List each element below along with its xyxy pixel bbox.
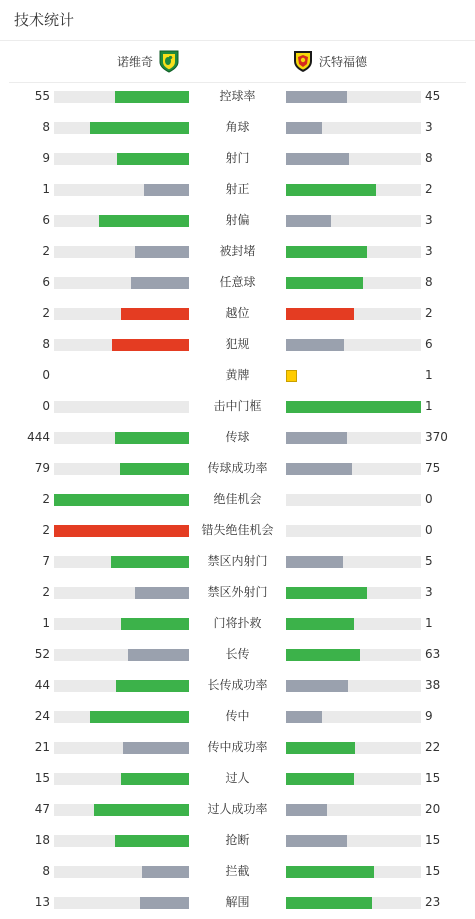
away-bar-track (286, 897, 421, 909)
home-bar-fill (116, 680, 189, 692)
home-value: 55 (34, 89, 50, 103)
home-bar-track (54, 463, 189, 475)
stat-row (0, 330, 475, 361)
stat-label: 射正 (225, 182, 250, 196)
stat-row (0, 888, 475, 919)
teams-header (9, 41, 466, 83)
home-value: 21 (34, 740, 50, 754)
home-bar-fill (99, 215, 189, 227)
stat-row (0, 857, 475, 888)
away-value: 6 (425, 337, 433, 351)
stat-row (0, 826, 475, 857)
away-value: 1 (425, 399, 433, 413)
home-bar-track (54, 866, 189, 878)
stat-row (0, 454, 475, 485)
away-bar-track (286, 122, 421, 134)
home-value: 6 (42, 213, 50, 227)
home-bar-track (54, 835, 189, 847)
stat-row (0, 392, 475, 423)
stat-row (0, 268, 475, 299)
stat-label: 黄牌 (225, 368, 250, 382)
away-bar-fill (286, 649, 360, 661)
stat-row (0, 516, 475, 547)
stat-row (0, 175, 475, 206)
away-value: 9 (425, 709, 433, 723)
away-team-name: 沃特福德 (319, 54, 368, 69)
away-bar-fill (286, 618, 354, 630)
home-bar-fill (115, 432, 189, 444)
stat-label: 传中 (225, 709, 250, 723)
home-bar-fill (128, 649, 189, 661)
stat-label: 错失绝佳机会 (201, 523, 274, 537)
away-bar-track (286, 742, 421, 754)
away-bar-fill (286, 153, 349, 165)
away-bar-track (286, 649, 421, 661)
away-value: 3 (425, 244, 433, 258)
home-bar-fill (115, 835, 189, 847)
home-value: 2 (42, 585, 50, 599)
away-bar-fill (286, 866, 374, 878)
away-yellow-card-icon (286, 370, 297, 382)
stat-label: 长传 (225, 647, 250, 661)
home-value: 13 (34, 895, 50, 909)
away-value: 20 (425, 802, 441, 816)
away-value: 5 (425, 554, 433, 568)
stat-label: 绝佳机会 (213, 492, 262, 506)
away-bar-fill (286, 91, 347, 103)
stat-label: 门将扑救 (213, 616, 262, 630)
home-bar-track (54, 246, 189, 258)
away-bar-track (286, 804, 421, 816)
away-bar-fill (286, 432, 347, 444)
home-bar-fill (144, 184, 189, 196)
stat-row (0, 299, 475, 330)
away-bar-fill (286, 215, 331, 227)
stat-label: 抢断 (225, 833, 250, 847)
home-bar-track (54, 401, 189, 413)
home-value: 2 (42, 244, 50, 258)
home-bar-fill (94, 804, 189, 816)
home-value: 6 (42, 275, 50, 289)
away-bar-track (286, 401, 421, 413)
stat-row (0, 640, 475, 671)
away-bar-fill (286, 277, 363, 289)
home-bar-fill (90, 711, 189, 723)
away-bar-fill (286, 184, 376, 196)
away-bar-fill (286, 339, 344, 351)
away-value: 8 (425, 151, 433, 165)
home-bar-track (54, 773, 189, 785)
home-value: 1 (42, 616, 50, 630)
away-bar-fill (286, 246, 367, 258)
home-bar-fill (120, 463, 189, 475)
away-bar-fill (286, 773, 354, 785)
away-bar-track (286, 308, 421, 320)
away-value: 0 (425, 492, 433, 506)
stats-list (0, 82, 475, 919)
away-value: 2 (425, 306, 433, 320)
away-bar-fill (286, 587, 367, 599)
home-value: 15 (34, 771, 50, 785)
home-value: 9 (42, 151, 50, 165)
stat-label: 角球 (225, 120, 250, 134)
home-bar-track (54, 556, 189, 568)
away-bar-fill (286, 122, 322, 134)
away-bar-fill (286, 680, 348, 692)
home-value: 18 (34, 833, 50, 847)
away-value: 38 (425, 678, 441, 692)
home-bar-fill (121, 308, 189, 320)
home-bar-track (54, 91, 189, 103)
home-bar-fill (135, 587, 189, 599)
away-bar-fill (286, 897, 372, 909)
away-bar-fill (286, 401, 421, 413)
home-value: 2 (42, 523, 50, 537)
away-bar-track (286, 184, 421, 196)
home-bar-fill (54, 525, 189, 537)
home-value: 47 (34, 802, 50, 816)
stat-row (0, 237, 475, 268)
away-bar-track (286, 773, 421, 785)
away-bar-track (286, 432, 421, 444)
home-bar-fill (142, 866, 189, 878)
home-bar-fill (140, 897, 189, 909)
home-value: 0 (42, 399, 50, 413)
stat-row (0, 733, 475, 764)
home-bar-track (54, 184, 189, 196)
away-value: 1 (425, 616, 433, 630)
home-bar-track (54, 649, 189, 661)
home-value: 44 (34, 678, 50, 692)
home-bar-fill (90, 122, 189, 134)
away-bar-track (286, 835, 421, 847)
away-bar-track (286, 246, 421, 258)
home-bar-track (54, 153, 189, 165)
away-value: 15 (425, 833, 441, 847)
norwich-crest-icon (157, 49, 181, 73)
home-value: 52 (34, 647, 50, 661)
home-value: 8 (42, 337, 50, 351)
stat-row (0, 144, 475, 175)
stat-label: 传球成功率 (207, 461, 268, 475)
stat-row (0, 578, 475, 609)
away-bar-track (286, 866, 421, 878)
home-value: 8 (42, 864, 50, 878)
stat-label: 越位 (225, 306, 250, 320)
away-value: 3 (425, 120, 433, 134)
home-bar-fill (111, 556, 189, 568)
away-bar-fill (286, 742, 355, 754)
home-value: 8 (42, 120, 50, 134)
home-bar-fill (123, 742, 189, 754)
stat-label: 被封堵 (219, 244, 256, 258)
away-bar-fill (286, 556, 343, 568)
away-bar-track (286, 618, 421, 630)
home-value: 1 (42, 182, 50, 196)
stat-label: 射门 (225, 151, 250, 165)
home-bar-track (54, 711, 189, 723)
stat-label: 射偏 (225, 213, 250, 227)
away-bar-track (286, 339, 421, 351)
stat-label: 过人 (225, 771, 250, 785)
away-bar-track (286, 153, 421, 165)
stat-row (0, 547, 475, 578)
away-bar-track (286, 494, 421, 506)
home-team[interactable] (117, 49, 181, 73)
home-bar-track (54, 587, 189, 599)
stat-label: 传中成功率 (207, 740, 268, 754)
home-bar-fill (112, 339, 189, 351)
away-value: 15 (425, 771, 441, 785)
away-value: 22 (425, 740, 441, 754)
home-bar-track (54, 122, 189, 134)
home-value: 24 (34, 709, 50, 723)
away-value: 63 (425, 647, 441, 661)
home-bar-track (54, 308, 189, 320)
away-value: 15 (425, 864, 441, 878)
away-bar-track (286, 277, 421, 289)
watford-crest-icon (291, 49, 315, 73)
away-bar-track (286, 91, 421, 103)
stat-row (0, 609, 475, 640)
stat-label: 长传成功率 (207, 678, 268, 692)
stat-row (0, 361, 475, 392)
home-bar-fill (117, 153, 189, 165)
away-bar-track (286, 680, 421, 692)
home-team-name: 诺维奇 (116, 54, 153, 69)
stat-label: 解围 (225, 895, 250, 909)
stat-row (0, 671, 475, 702)
stat-row (0, 764, 475, 795)
away-value: 8 (425, 275, 433, 289)
stat-label: 传球 (225, 430, 250, 444)
away-bar-fill (286, 308, 354, 320)
stat-label: 禁区外射门 (207, 585, 268, 599)
home-bar-track (54, 277, 189, 289)
home-value: 2 (42, 306, 50, 320)
home-value: 0 (42, 368, 50, 382)
away-value: 0 (425, 523, 433, 537)
home-value: 7 (42, 554, 50, 568)
away-bar-track (286, 215, 421, 227)
stat-row (0, 702, 475, 733)
stat-row (0, 113, 475, 144)
stat-label: 任意球 (219, 275, 256, 289)
home-value: 79 (34, 461, 50, 475)
away-bar-track (286, 587, 421, 599)
home-bar-fill (54, 494, 189, 506)
away-bar-track (286, 463, 421, 475)
stat-label: 拦截 (225, 864, 250, 878)
away-bar-track (286, 711, 421, 723)
away-bar-fill (286, 711, 322, 723)
stat-row (0, 795, 475, 826)
home-bar-fill (121, 618, 189, 630)
away-value: 45 (425, 89, 441, 103)
home-bar-track (54, 742, 189, 754)
stat-label: 禁区内射门 (207, 554, 268, 568)
away-value: 2 (425, 182, 433, 196)
away-bar-fill (286, 463, 352, 475)
stat-label: 过人成功率 (207, 802, 268, 816)
home-bar-fill (131, 277, 189, 289)
home-bar-track (54, 618, 189, 630)
stat-label: 犯规 (225, 337, 250, 351)
away-value: 23 (425, 895, 441, 909)
home-bar-fill (135, 246, 189, 258)
stat-label: 控球率 (219, 89, 256, 103)
stat-label: 击中门框 (213, 399, 262, 413)
home-bar-track (54, 339, 189, 351)
away-bar-track (286, 556, 421, 568)
home-bar-track (54, 897, 189, 909)
away-bar-track (286, 525, 421, 537)
stat-row (0, 423, 475, 454)
home-bar-track (54, 494, 189, 506)
away-team[interactable] (291, 49, 367, 73)
home-bar-fill (115, 91, 189, 103)
stat-row (0, 485, 475, 516)
away-bar-fill (286, 835, 347, 847)
home-bar-track (54, 215, 189, 227)
home-value: 2 (42, 492, 50, 506)
stat-row (0, 206, 475, 237)
stat-row (0, 82, 475, 113)
home-value: 444 (27, 430, 50, 444)
away-value: 75 (425, 461, 441, 475)
away-value: 370 (425, 430, 448, 444)
away-value: 3 (425, 213, 433, 227)
home-bar-track (54, 804, 189, 816)
home-bar-track (54, 525, 189, 537)
home-bar-fill (121, 773, 189, 785)
home-bar-track (54, 680, 189, 692)
away-value: 1 (425, 368, 433, 382)
page-title: 技术统计 (0, 0, 475, 41)
away-bar-fill (286, 804, 327, 816)
away-value: 3 (425, 585, 433, 599)
home-bar-track (54, 432, 189, 444)
